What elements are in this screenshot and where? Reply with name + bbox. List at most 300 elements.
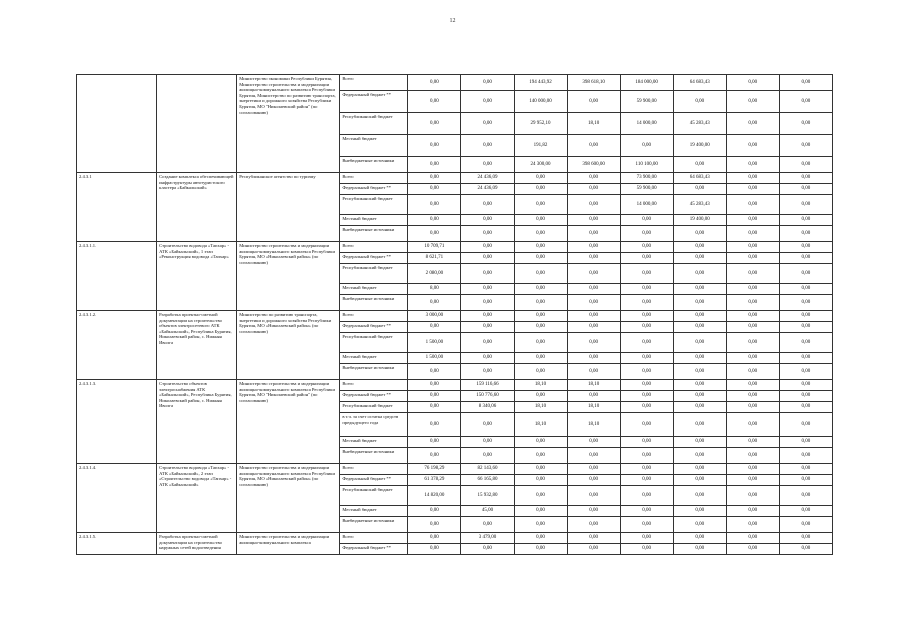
amount-cell: 0,00 (620, 264, 673, 284)
amount-cell: 0,00 (567, 264, 620, 284)
amount-cell: 0,00 (726, 413, 779, 437)
amount-cell: 0,00 (514, 295, 567, 311)
amount-cell: 0,00 (726, 113, 779, 135)
amount-cell: 0,00 (408, 517, 461, 533)
amount-cell: 0,00 (567, 544, 620, 555)
amount-cell: 0,00 (673, 284, 726, 295)
amount-cell: 0,00 (408, 364, 461, 380)
amount-cell: 82 143,60 (461, 464, 514, 475)
amount-cell: 0,00 (514, 195, 567, 215)
amount-cell: 0,00 (779, 533, 832, 544)
amount-cell: 0,00 (567, 333, 620, 353)
amount-cell: 0,00 (620, 413, 673, 437)
funding-source: Всего (340, 464, 408, 475)
amount-cell: 0,00 (620, 226, 673, 242)
amount-cell: 0,00 (726, 486, 779, 506)
funding-source: Местный бюджет (340, 135, 408, 157)
funding-source: Республиканский бюджет (340, 402, 408, 413)
amount-cell: 0,00 (726, 391, 779, 402)
amount-cell: 0,00 (673, 475, 726, 486)
amount-cell: 0,00 (779, 322, 832, 333)
measure-code: 2.4.3.1 (77, 173, 157, 242)
amount-cell: 0,00 (620, 295, 673, 311)
amount-cell: 45 283,43 (673, 195, 726, 215)
responsible-executor: Министерство строительства и модернизации жилищно-коммунального комплекса (237, 533, 340, 555)
amount-cell: 0,00 (726, 333, 779, 353)
amount-cell: 0,00 (567, 464, 620, 475)
amount-cell: 0,00 (567, 311, 620, 322)
amount-cell: 14 820,00 (408, 486, 461, 506)
amount-cell: 0,00 (779, 437, 832, 448)
amount-cell: 73 900,00 (620, 173, 673, 184)
measure-name: Строительство водовода «Тапхар» - АТК «Байкальский», 2 этап «Строительство водовода «Тапхар» - АТК «Байкальский» (157, 464, 237, 533)
amount-cell: 0,00 (673, 353, 726, 364)
amount-cell: 0,00 (779, 517, 832, 533)
amount-cell: 0,00 (514, 486, 567, 506)
amount-cell: 0,00 (408, 135, 461, 157)
responsible-executor: Министерство строительства и модернизации жилищно-коммунального комплекса Республики Бурятия, МО «Николаевский район» (по согласованию) (237, 464, 340, 533)
amount-cell: 0,00 (461, 448, 514, 464)
amount-cell: 0,00 (620, 506, 673, 517)
amount-cell: 0,00 (779, 475, 832, 486)
amount-cell: 0,00 (567, 475, 620, 486)
amount-cell: 0,00 (461, 215, 514, 226)
funding-source: в т.ч. за счет остатка средств предыдущего года (340, 413, 408, 437)
amount-cell: 14 000,00 (620, 195, 673, 215)
amount-cell: 0,00 (779, 173, 832, 184)
amount-cell: 0,00 (620, 391, 673, 402)
amount-cell: 0,00 (673, 391, 726, 402)
amount-cell: 3 000,00 (408, 311, 461, 322)
measure-code: 2.4.3.1.5. (77, 533, 157, 555)
amount-cell: 0,00 (779, 311, 832, 322)
amount-cell: 14 000,00 (620, 113, 673, 135)
amount-cell: 0,00 (726, 322, 779, 333)
amount-cell: 191,82 (514, 135, 567, 157)
table-row (77, 75, 833, 91)
amount-cell: 0,00 (726, 215, 779, 226)
funding-source: Местный бюджет (340, 437, 408, 448)
page-number: 12 (449, 18, 456, 24)
funding-source: Республиканский бюджет (340, 486, 408, 506)
funding-source: Федеральный бюджет ** (340, 322, 408, 333)
amount-cell: 0,00 (620, 448, 673, 464)
amount-cell: 0,00 (673, 380, 726, 391)
amount-cell: 0,00 (779, 215, 832, 226)
amount-cell: 0,00 (726, 353, 779, 364)
amount-cell: 0,00 (779, 242, 832, 253)
amount-cell: 0,00 (567, 195, 620, 215)
amount-cell: 0,00 (514, 353, 567, 364)
amount-cell: 0,00 (620, 253, 673, 264)
amount-cell: 10 709,71 (408, 242, 461, 253)
amount-cell: 0,00 (620, 135, 673, 157)
amount-cell: 0,00 (779, 413, 832, 437)
amount-cell: 0,00 (408, 195, 461, 215)
amount-cell: 0,00 (673, 364, 726, 380)
table-row (77, 173, 833, 184)
amount-cell: 0,00 (408, 113, 461, 135)
amount-cell: 0,00 (620, 486, 673, 506)
amount-cell: 0,00 (620, 402, 673, 413)
amount-cell: 0,00 (461, 333, 514, 353)
amount-cell: 0,00 (408, 391, 461, 402)
amount-cell: 0,00 (726, 506, 779, 517)
funding-source: Местный бюджет (340, 215, 408, 226)
amount-cell: 0,00 (620, 533, 673, 544)
amount-cell: 0,00 (620, 333, 673, 353)
amount-cell: 0,00 (673, 242, 726, 253)
amount-cell: 0,00 (673, 184, 726, 195)
amount-cell: 0,00 (514, 184, 567, 195)
amount-cell: 0,00 (567, 253, 620, 264)
amount-cell: 18,10 (567, 402, 620, 413)
amount-cell: 64 683,43 (673, 173, 726, 184)
funding-source: Республиканский бюджет (340, 195, 408, 215)
responsible-executor: Министерство экономики Республики Бурятия, Министерство строительства и модернизации жилищно-коммунального комплекса Республики Бурятия, Министерство по развитию транспорта, энергетики и дорожного хозяйства Республики Бурятия, МО "Николаевский район" (по согласованию) (237, 75, 340, 173)
amount-cell: 8,00 (408, 284, 461, 295)
amount-cell: 0,00 (408, 215, 461, 226)
amount-cell: 0,00 (514, 544, 567, 555)
amount-cell: 0,00 (726, 195, 779, 215)
amount-cell: 0,00 (779, 364, 832, 380)
amount-cell: 0,00 (461, 113, 514, 135)
amount-cell: 0,00 (567, 215, 620, 226)
amount-cell: 0,00 (726, 402, 779, 413)
amount-cell: 0,00 (461, 157, 514, 173)
amount-cell: 0,00 (567, 173, 620, 184)
amount-cell: 0,00 (514, 284, 567, 295)
amount-cell: 0,00 (779, 195, 832, 215)
amount-cell: 0,00 (620, 437, 673, 448)
amount-cell: 0,00 (726, 75, 779, 91)
amount-cell: 0,00 (620, 464, 673, 475)
amount-cell: 0,00 (514, 506, 567, 517)
amount-cell: 1 500,00 (408, 333, 461, 353)
amount-cell: 2 080,00 (408, 264, 461, 284)
amount-cell: 0,00 (461, 135, 514, 157)
amount-cell: 66 165,80 (461, 475, 514, 486)
funding-source: Внебюджетные источники (340, 448, 408, 464)
amount-cell: 0,00 (514, 333, 567, 353)
amount-cell: 0,00 (408, 402, 461, 413)
amount-cell: 0,00 (673, 226, 726, 242)
amount-cell: 8 621,71 (408, 253, 461, 264)
funding-source: Федеральный бюджет ** (340, 184, 408, 195)
table-row (77, 242, 833, 253)
funding-source: Республиканский бюджет (340, 113, 408, 135)
amount-cell: 0,00 (461, 413, 514, 437)
funding-source: Федеральный бюджет ** (340, 544, 408, 555)
amount-cell: 0,00 (673, 544, 726, 555)
financing-table (76, 74, 833, 555)
amount-cell: 0,00 (620, 242, 673, 253)
amount-cell: 0,00 (673, 295, 726, 311)
funding-source: Внебюджетные источники (340, 364, 408, 380)
amount-cell: 0,00 (408, 173, 461, 184)
funding-source: Федеральный бюджет ** (340, 91, 408, 113)
measure-code: 2.4.3.1.4. (77, 464, 157, 533)
measure-name: Разработка проектно-сметной документации на строительство наружных сетей водоотведения (157, 533, 237, 555)
amount-cell: 0,00 (408, 533, 461, 544)
amount-cell: 0,00 (567, 226, 620, 242)
amount-cell: 0,00 (726, 157, 779, 173)
amount-cell: 0,00 (620, 544, 673, 555)
amount-cell: 0,00 (408, 157, 461, 173)
amount-cell: 0,00 (408, 448, 461, 464)
amount-cell: 0,00 (408, 295, 461, 311)
amount-cell: 18,10 (514, 380, 567, 391)
amount-cell: 0,00 (726, 533, 779, 544)
table-row (77, 533, 833, 544)
amount-cell: 0,00 (514, 253, 567, 264)
amount-cell: 0,00 (779, 295, 832, 311)
amount-cell: 0,00 (408, 413, 461, 437)
amount-cell: 18,10 (514, 413, 567, 437)
amount-cell: 24 436,09 (461, 184, 514, 195)
amount-cell: 0,00 (779, 253, 832, 264)
table-body (77, 75, 833, 555)
amount-cell: 0,00 (408, 91, 461, 113)
amount-cell: 45 283,43 (673, 113, 726, 135)
amount-cell: 0,00 (726, 135, 779, 157)
amount-cell: 0,00 (461, 242, 514, 253)
amount-cell: 0,00 (567, 364, 620, 380)
amount-cell: 0,00 (673, 448, 726, 464)
amount-cell: 18,10 (567, 380, 620, 391)
funding-source: Местный бюджет (340, 284, 408, 295)
amount-cell: 0,00 (514, 173, 567, 184)
funding-source: Республиканский бюджет (340, 264, 408, 284)
funding-source: Всего (340, 242, 408, 253)
amount-cell: 0,00 (673, 402, 726, 413)
amount-cell: 64 683,43 (673, 75, 726, 91)
responsible-executor: Республиканское агентство по туризму (237, 173, 340, 242)
amount-cell: 0,00 (514, 391, 567, 402)
amount-cell: 0,00 (620, 364, 673, 380)
amount-cell: 0,00 (673, 253, 726, 264)
amount-cell: 0,00 (461, 264, 514, 284)
amount-cell: 0,00 (726, 226, 779, 242)
amount-cell: 0,00 (673, 413, 726, 437)
amount-cell: 0,00 (779, 157, 832, 173)
amount-cell: 76 198,29 (408, 464, 461, 475)
amount-cell: 3 479,00 (461, 533, 514, 544)
amount-cell: 0,00 (514, 464, 567, 475)
amount-cell: 0,00 (408, 544, 461, 555)
amount-cell: 0,00 (779, 353, 832, 364)
amount-cell: 0,00 (673, 506, 726, 517)
amount-cell: 19 400,00 (673, 135, 726, 157)
amount-cell: 0,00 (461, 364, 514, 380)
amount-cell: 0,00 (461, 75, 514, 91)
amount-cell: 0,00 (620, 475, 673, 486)
amount-cell: 0,00 (779, 391, 832, 402)
amount-cell: 0,00 (514, 517, 567, 533)
amount-cell: 184 000,00 (620, 75, 673, 91)
amount-cell: 0,00 (461, 226, 514, 242)
funding-source: Всего (340, 75, 408, 91)
amount-cell: 0,00 (726, 173, 779, 184)
amount-cell: 0,00 (567, 242, 620, 253)
amount-cell: 0,00 (726, 464, 779, 475)
amount-cell: 0,00 (567, 486, 620, 506)
amount-cell: 0,00 (461, 195, 514, 215)
amount-cell: 0,00 (461, 544, 514, 555)
funding-source: Федеральный бюджет ** (340, 475, 408, 486)
amount-cell: 61 378,29 (408, 475, 461, 486)
amount-cell: 0,00 (779, 284, 832, 295)
amount-cell: 8 340,06 (461, 402, 514, 413)
amount-cell: 0,00 (620, 311, 673, 322)
amount-cell: 110 100,00 (620, 157, 673, 173)
amount-cell: 0,00 (673, 91, 726, 113)
amount-cell: 0,00 (620, 353, 673, 364)
amount-cell: 24 436,09 (461, 173, 514, 184)
amount-cell: 15 932,80 (461, 486, 514, 506)
amount-cell: 0,00 (567, 184, 620, 195)
amount-cell: 18,10 (514, 402, 567, 413)
amount-cell: 0,00 (461, 91, 514, 113)
funding-source: Местный бюджет (340, 353, 408, 364)
amount-cell: 0,00 (567, 448, 620, 464)
amount-cell: 0,00 (779, 464, 832, 475)
amount-cell: 0,00 (726, 253, 779, 264)
amount-cell: 0,00 (567, 295, 620, 311)
amount-cell: 0,00 (726, 364, 779, 380)
amount-cell: 150 776,60 (461, 391, 514, 402)
amount-cell: 0,00 (408, 226, 461, 242)
amount-cell: 0,00 (726, 91, 779, 113)
measure-code: 2.4.3.1.3. (77, 380, 157, 464)
table-row (77, 311, 833, 322)
amount-cell: 0,00 (726, 242, 779, 253)
funding-source: Всего (340, 173, 408, 184)
amount-cell: 159 116,66 (461, 380, 514, 391)
amount-cell: 0,00 (514, 226, 567, 242)
amount-cell: 0,00 (514, 242, 567, 253)
measure-name: Разработка проектно-сметной документации на строительство объектов электросетевого АТК «Байкальский», Республика Бурятия, Николаевский район, с. Нижняя Иволга (157, 311, 237, 380)
amount-cell: 0,00 (461, 517, 514, 533)
amount-cell: 0,00 (726, 284, 779, 295)
responsible-executor: Министерство строительства и модернизации жилищно-коммунального комплекса Республики Бурятия, МО "Николаевский район" (по согласованию) (237, 380, 340, 464)
amount-cell: 398 618,10 (567, 75, 620, 91)
amount-cell: 0,00 (779, 264, 832, 284)
amount-cell: 0,00 (461, 284, 514, 295)
measure-name: Строительство объектов электроснабжения АТК «Байкальский», Республика Бурятия, Николаевский район, с. Нижняя Иволга (157, 380, 237, 464)
amount-cell: 0,00 (620, 322, 673, 333)
funding-source: Внебюджетные источники (340, 157, 408, 173)
amount-cell: 140 000,00 (514, 91, 567, 113)
amount-cell: 0,00 (673, 486, 726, 506)
amount-cell: 1 500,00 (408, 353, 461, 364)
amount-cell: 0,00 (567, 322, 620, 333)
amount-cell: 0,00 (779, 135, 832, 157)
amount-cell: 0,00 (514, 437, 567, 448)
amount-cell: 0,00 (779, 91, 832, 113)
amount-cell: 45,00 (461, 506, 514, 517)
amount-cell: 0,00 (408, 506, 461, 517)
amount-cell: 0,00 (567, 91, 620, 113)
amount-cell: 0,00 (779, 333, 832, 353)
amount-cell: 0,00 (726, 544, 779, 555)
amount-cell: 0,00 (620, 215, 673, 226)
amount-cell: 0,00 (461, 353, 514, 364)
amount-cell: 0,00 (726, 437, 779, 448)
amount-cell: 0,00 (514, 364, 567, 380)
amount-cell: 0,00 (514, 448, 567, 464)
amount-cell: 0,00 (408, 380, 461, 391)
amount-cell: 0,00 (514, 322, 567, 333)
amount-cell: 18,10 (567, 113, 620, 135)
amount-cell: 0,00 (567, 437, 620, 448)
table-row (77, 464, 833, 475)
amount-cell: 59 900,00 (620, 91, 673, 113)
amount-cell: 0,00 (673, 333, 726, 353)
amount-cell: 0,00 (408, 437, 461, 448)
amount-cell: 0,00 (726, 475, 779, 486)
amount-cell: 0,00 (726, 184, 779, 195)
amount-cell: 0,00 (726, 448, 779, 464)
amount-cell: 29 952,10 (514, 113, 567, 135)
amount-cell: 0,00 (779, 448, 832, 464)
amount-cell: 0,00 (779, 380, 832, 391)
amount-cell: 0,00 (567, 135, 620, 157)
amount-cell: 0,00 (461, 437, 514, 448)
funding-source: Внебюджетные источники (340, 517, 408, 533)
funding-source: Всего (340, 311, 408, 322)
funding-source: Внебюджетные источники (340, 226, 408, 242)
amount-cell: 0,00 (726, 380, 779, 391)
measure-name: Строительство водовода «Тапхар» - АТК «Байкальский», 1 этап «Реконструкция водовода «Тапхар» (157, 242, 237, 311)
amount-cell: 0,00 (567, 284, 620, 295)
amount-cell: 0,00 (620, 517, 673, 533)
amount-cell: 0,00 (779, 113, 832, 135)
amount-cell: 0,00 (461, 253, 514, 264)
funding-source: Федеральный бюджет ** (340, 391, 408, 402)
amount-cell: 0,00 (779, 544, 832, 555)
amount-cell: 0,00 (779, 75, 832, 91)
amount-cell: 0,00 (461, 322, 514, 333)
amount-cell: 0,00 (567, 353, 620, 364)
amount-cell: 0,00 (726, 295, 779, 311)
amount-cell: 0,00 (567, 517, 620, 533)
amount-cell: 0,00 (779, 506, 832, 517)
amount-cell: 0,00 (779, 226, 832, 242)
amount-cell: 0,00 (779, 184, 832, 195)
amount-cell: 194 443,92 (514, 75, 567, 91)
amount-cell: 19 400,00 (673, 215, 726, 226)
amount-cell: 0,00 (673, 264, 726, 284)
amount-cell: 0,00 (673, 311, 726, 322)
amount-cell: 0,00 (514, 264, 567, 284)
amount-cell: 0,00 (514, 475, 567, 486)
amount-cell: 0,00 (673, 322, 726, 333)
amount-cell: 0,00 (779, 486, 832, 506)
funding-source: Федеральный бюджет ** (340, 253, 408, 264)
funding-source: Всего (340, 380, 408, 391)
amount-cell: 0,00 (673, 157, 726, 173)
responsible-executor: Министерство строительства и модернизации жилищно-коммунального комплекса Республики Бурятия, МО «Николаевский район» (по согласованию) (237, 242, 340, 311)
amount-cell: 0,00 (514, 215, 567, 226)
amount-cell: 0,00 (567, 391, 620, 402)
amount-cell: 0,00 (726, 264, 779, 284)
amount-cell: 0,00 (408, 75, 461, 91)
measure-name: Создание комплекса обеспечивающей инфраструктуры автотуристского кластера «Байкальский» (157, 173, 237, 242)
amount-cell: 0,00 (567, 506, 620, 517)
amount-cell: 0,00 (726, 517, 779, 533)
amount-cell: 0,00 (673, 517, 726, 533)
